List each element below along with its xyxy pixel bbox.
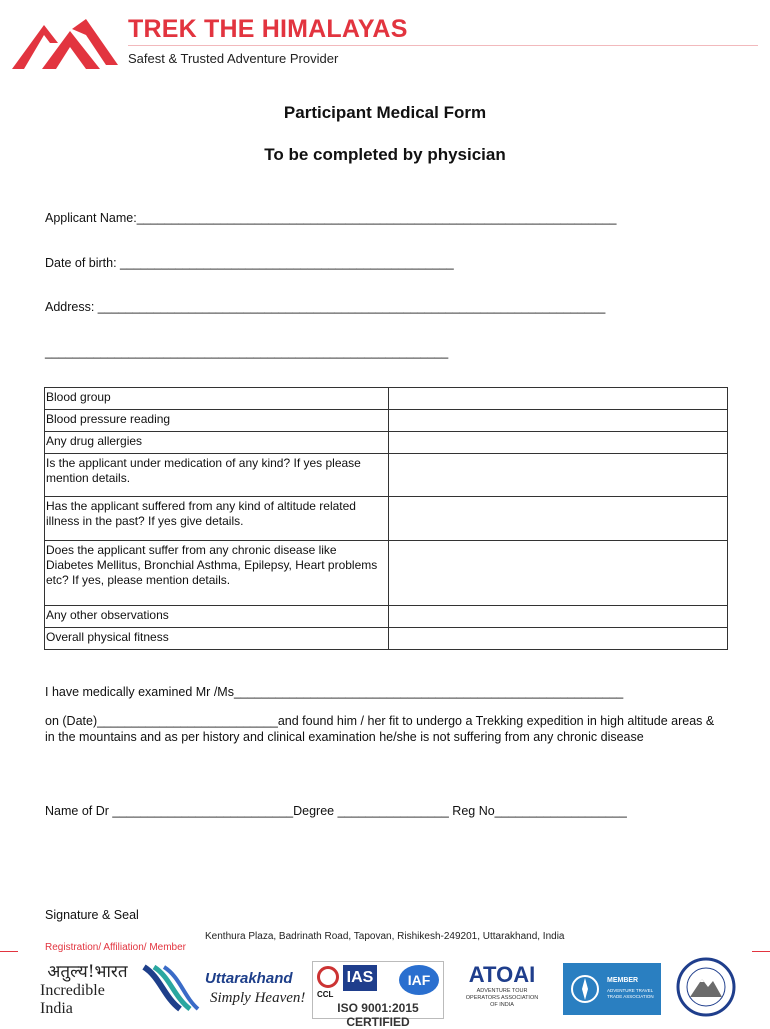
footer-divider-right bbox=[752, 951, 770, 952]
row-answer-cell[interactable] bbox=[389, 541, 728, 606]
date-fit-line[interactable]: on (Date)__________________________and found him / her fit to undergo a Trekking expedition in high altitude areas & bbox=[45, 714, 715, 728]
row-label: Is the applicant under medication of any kind? If yes please mention details. bbox=[45, 454, 389, 497]
row-label: Any drug allergies bbox=[45, 432, 389, 454]
mountaineering-foundation-seal-icon bbox=[676, 957, 736, 1017]
atoai-logo bbox=[462, 962, 542, 1018]
ccl-seal-icon bbox=[317, 966, 339, 988]
member-subtext: ADVENTURE TRAVEL TRADE ASSOCIATION bbox=[607, 988, 654, 999]
incredible-india-logo bbox=[40, 960, 135, 1016]
iso-certification-badge bbox=[312, 961, 444, 1029]
member-label: MEMBER bbox=[607, 977, 639, 984]
registration-label: Registration/ Affiliation/ Member bbox=[45, 942, 186, 953]
table-row bbox=[45, 388, 728, 410]
table-row bbox=[45, 497, 728, 541]
row-answer-cell[interactable] bbox=[389, 628, 728, 650]
table-row bbox=[45, 454, 728, 497]
table-row bbox=[45, 541, 728, 606]
form-title: Participant Medical Form bbox=[283, 103, 487, 122]
signature-label: Signature & Seal bbox=[45, 908, 139, 922]
row-answer-cell[interactable] bbox=[389, 410, 728, 432]
row-answer-cell[interactable] bbox=[389, 497, 728, 541]
form-subtitle: To be completed by physician bbox=[264, 145, 506, 164]
uttarakhand-text: Uttarakhand bbox=[205, 970, 293, 987]
row-answer-cell[interactable] bbox=[389, 606, 728, 628]
incredible-india-text: Incredible India bbox=[40, 981, 105, 1017]
address-continuation-field[interactable]: __________________________________________________________ bbox=[45, 345, 449, 359]
address-field[interactable]: Address: _________________________________________________________________________ bbox=[45, 300, 606, 314]
brand-title: TREK THE HIMALAYAS bbox=[128, 15, 408, 43]
medical-details-table bbox=[44, 387, 728, 650]
ias-logo: IAS bbox=[343, 965, 377, 991]
brand-tagline: Safest & Trusted Adventure Provider bbox=[128, 51, 339, 66]
iaf-logo: IAF bbox=[399, 965, 439, 995]
footer-divider-left bbox=[0, 951, 18, 952]
date-of-birth-field[interactable]: Date of birth: ________________________________________________ bbox=[45, 256, 454, 270]
uttarakhand-tagline: Simply Heaven! bbox=[210, 990, 306, 1006]
atoai-subtext: ADVENTURE TOUR OPERATORS ASSOCIATION OF INDIA bbox=[465, 988, 539, 1008]
row-label: Blood group bbox=[45, 388, 389, 410]
table-row bbox=[45, 628, 728, 650]
row-label: Blood pressure reading bbox=[45, 410, 389, 432]
row-label: Overall physical fitness bbox=[45, 628, 389, 650]
row-answer-cell[interactable] bbox=[389, 454, 728, 497]
atoai-text: ATOAI bbox=[468, 962, 536, 987]
compass-icon bbox=[569, 973, 601, 1005]
applicant-name-field[interactable]: Applicant Name:_____________________________________________________________________ bbox=[45, 211, 617, 225]
brand-divider bbox=[128, 45, 758, 46]
table-row bbox=[45, 606, 728, 628]
iso-label: ISO 9001:2015 CERTIFIED bbox=[337, 1001, 419, 1029]
row-label: Does the applicant suffer from any chronic disease like Diabetes Mellitus, Bronchial Asthma, Epilepsy, Heart problems etc? If yes, please mention details. bbox=[45, 541, 389, 606]
table-row bbox=[45, 432, 728, 454]
ccl-label: CCL bbox=[317, 990, 334, 999]
examined-line[interactable]: I have medically examined Mr /Ms________________________________________________________ bbox=[45, 685, 624, 699]
history-line: in the mountains and as per history and clinical examination he/she is not suffering from any chronic disease bbox=[45, 730, 644, 744]
row-answer-cell[interactable] bbox=[389, 388, 728, 410]
trek-the-himalayas-logo bbox=[12, 15, 122, 71]
row-answer-cell[interactable] bbox=[389, 432, 728, 454]
atta-member-badge bbox=[563, 963, 661, 1015]
row-label: Any other observations bbox=[45, 606, 389, 628]
doctor-details-line[interactable]: Name of Dr __________________________Degree ________________ Reg No___________________ bbox=[45, 804, 627, 818]
incredible-india-hindi: अतुल्य!भारत bbox=[47, 961, 128, 982]
uttarakhand-swoosh-icon bbox=[140, 963, 202, 1013]
footer-address: Kenthura Plaza, Badrinath Road, Tapovan, Rishikesh-249201, Uttarakhand, India bbox=[205, 931, 565, 942]
table-row bbox=[45, 410, 728, 432]
row-label: Has the applicant suffered from any kind of altitude related illness in the past? If yes give details. bbox=[45, 497, 389, 541]
